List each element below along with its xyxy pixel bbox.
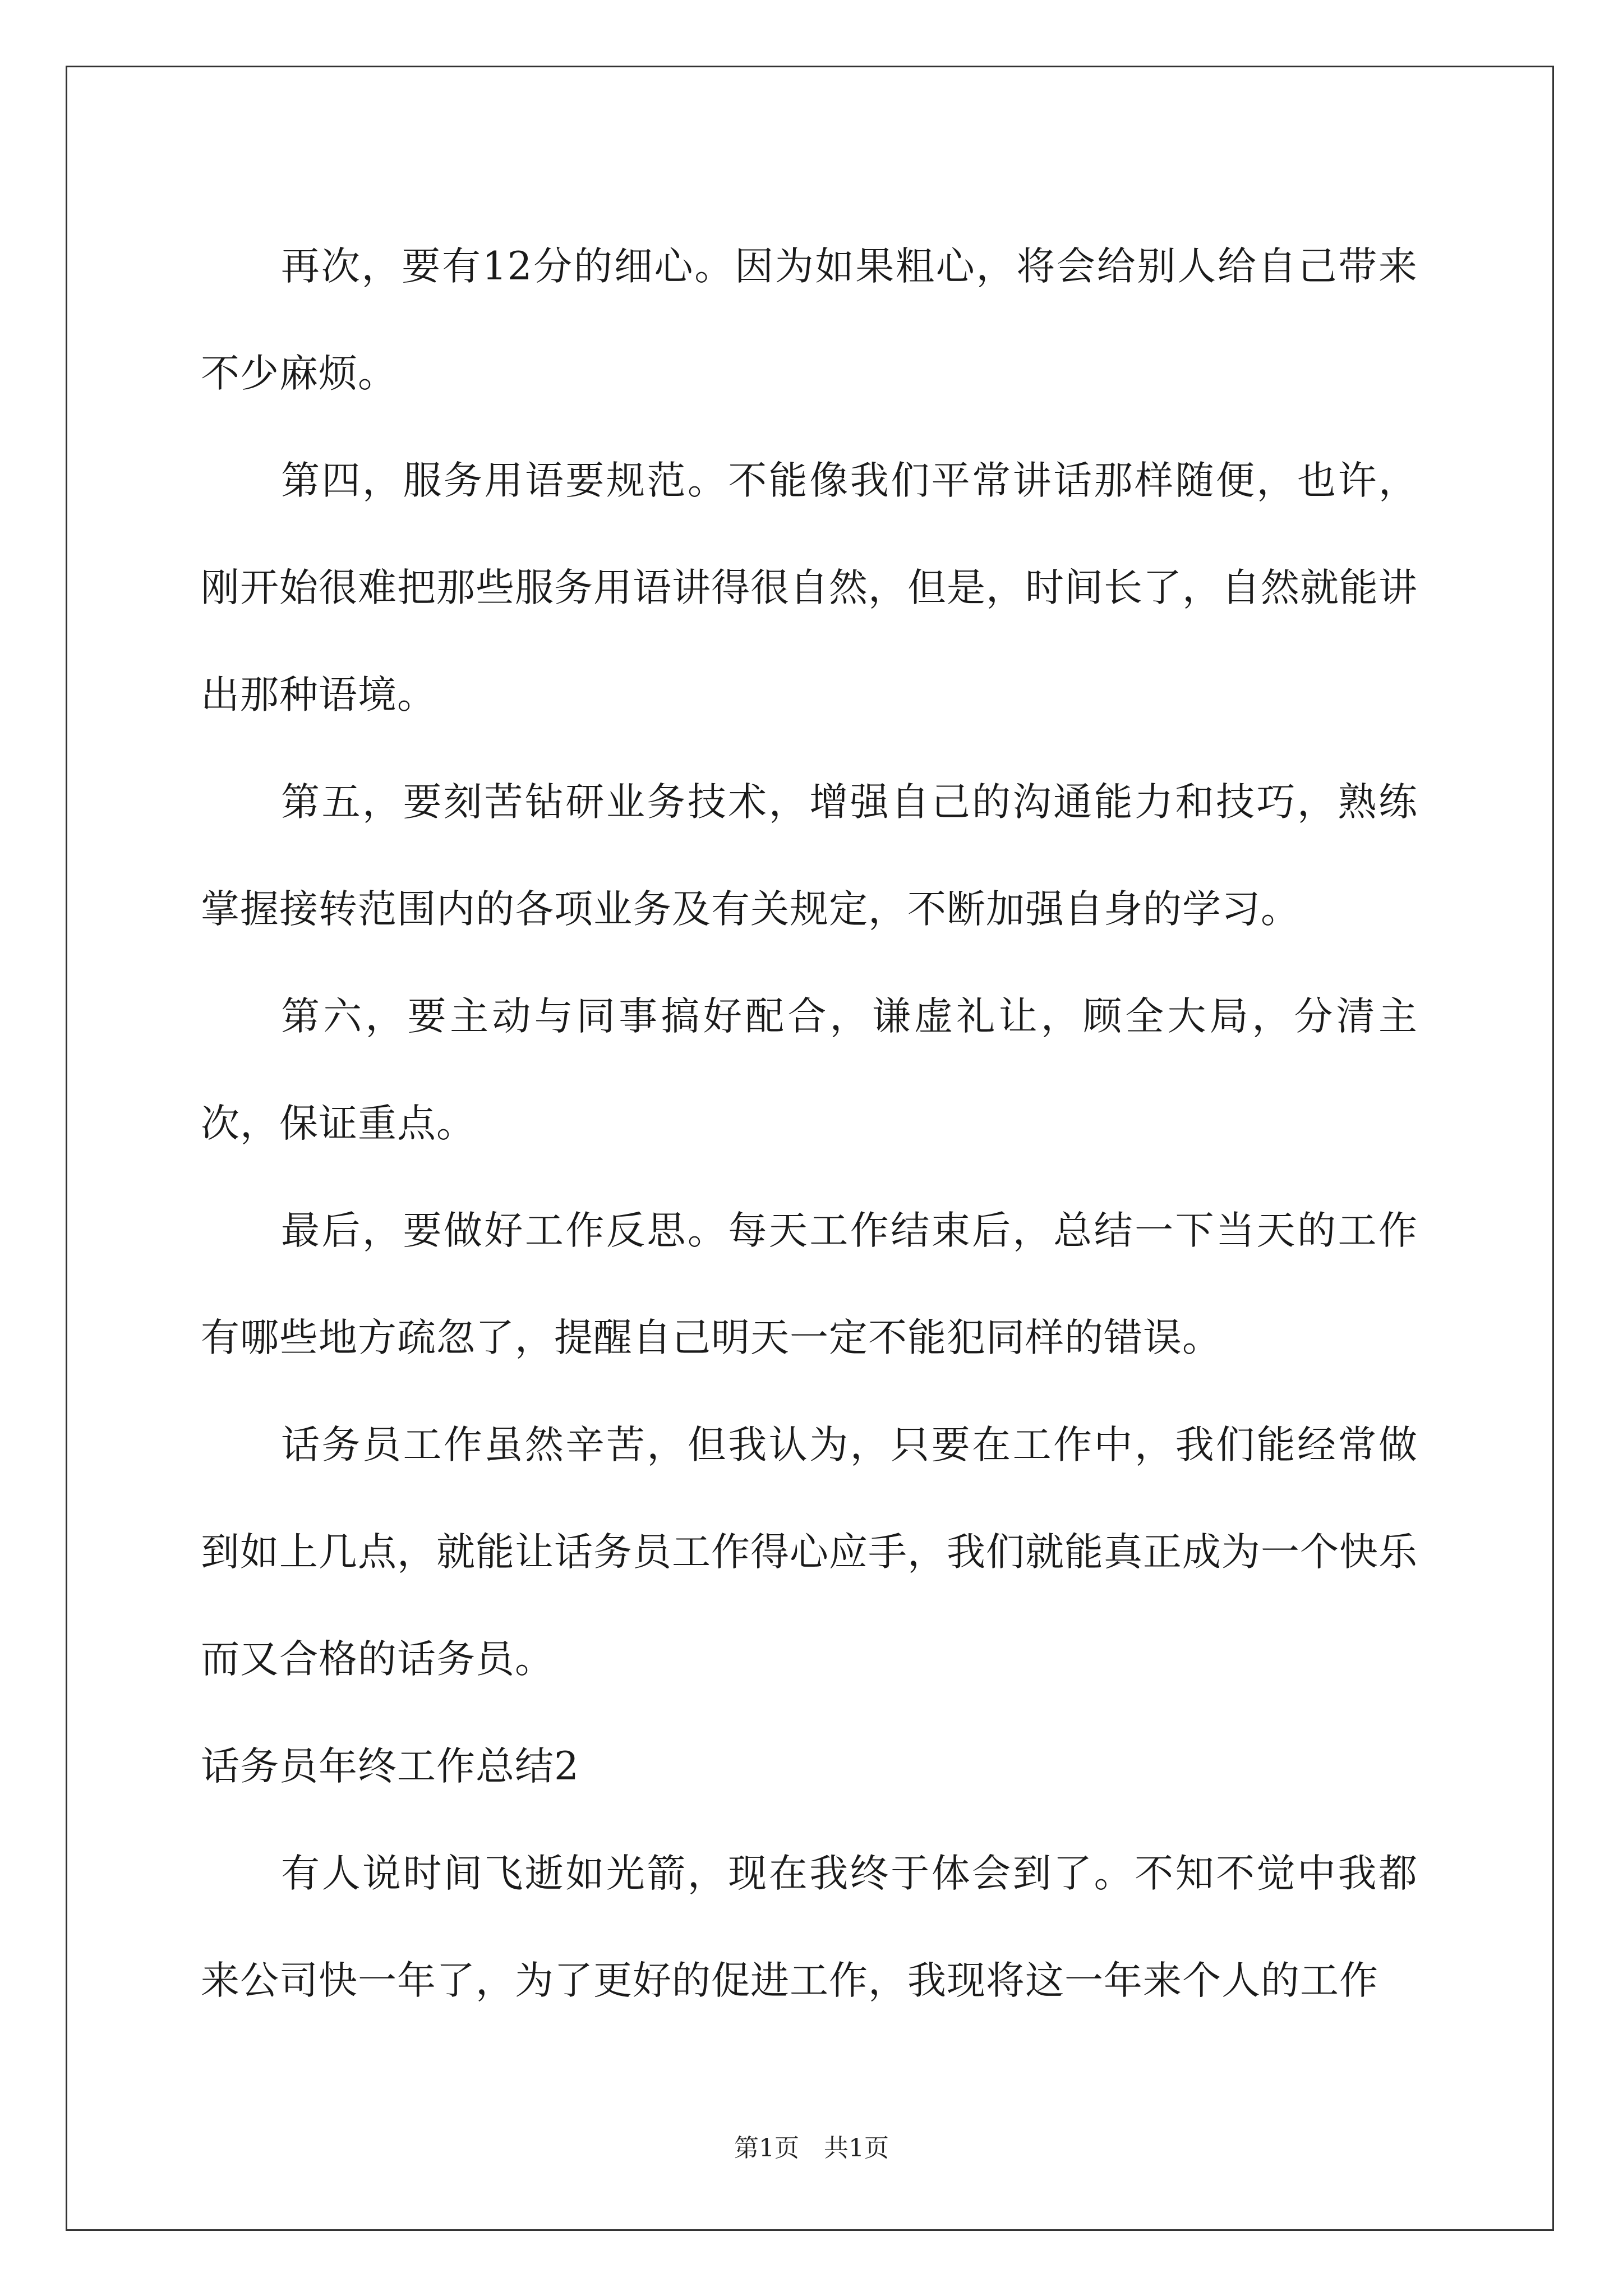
paragraph-conclusion: 话务员工作虽然辛苦，但我认为，只要在工作中，我们能经常做到如上几点，就能让话务员工作得心应手，我们就能真正成为一个快乐而又合格的话务员。 — [201, 1423, 1418, 1682]
paragraph-intro: 有人说时间飞逝如光箭，现在我终于体会到了。不知不觉中我都来公司快一年了，为了更好的促进工作，我现将这一年来个人的工作 — [201, 1851, 1418, 2003]
document-body — [201, 213, 1418, 2035]
section-heading: 话务员年终工作总结2 — [201, 1744, 579, 1789]
paragraph-teamwork: 第六，要主动与同事搞好配合，谦虚礼让，顾全大局，分清主次，保证重点。 — [201, 994, 1418, 1146]
page-number-footer: 第1页 共1页 — [734, 2134, 889, 2162]
paragraph-language: 第四，服务用语要规范。不能像我们平常讲话那样随便，也许，刚开始很难把那些服务用语讲得很自然，但是，时间长了，自然就能讲出那种语境。 — [201, 458, 1418, 717]
paragraph-detail: 再次，要有12分的细心。因为如果粗心，将会给别人给自己带来不少麻烦。 — [201, 244, 1418, 396]
paragraph-skills: 第五，要刻苦钻研业务技术，增强自己的沟通能力和技巧，熟练掌握接转范围内的各项业务及有关规定，不断加强自身的学习。 — [201, 780, 1418, 932]
paragraph-reflection: 最后，要做好工作反思。每天工作结束后，总结一下当天的工作有哪些地方疏忽了，提醒自己明天一定不能犯同样的错误。 — [201, 1208, 1418, 1360]
